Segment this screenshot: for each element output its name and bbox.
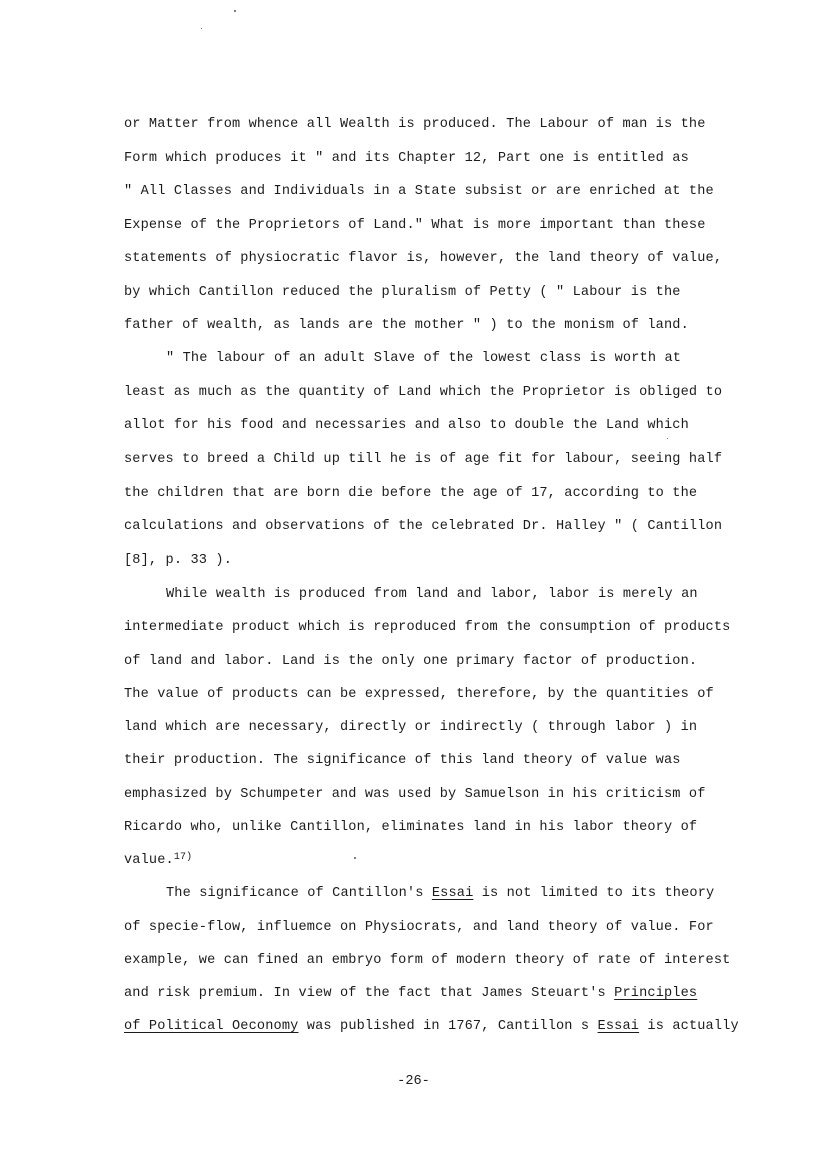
paragraph-first-line	[166, 886, 714, 902]
text-line: allot for his food and necessaries and also to double the Land which	[124, 418, 689, 433]
text-line: example, we can fined an embryo form of modern theory of rate of interest	[124, 953, 731, 968]
text-line: by which Cantillon reduced the pluralism of Petty ( " Labour is the	[124, 285, 681, 300]
quote-first-line: " The labour of an adult Slave of the lowest class is worth at	[166, 351, 682, 366]
text-line: of land and labor. Land is the only one primary factor of production.	[124, 654, 698, 669]
citation-line: [8], p. 33 ).	[124, 553, 232, 568]
scan-speck	[234, 10, 236, 12]
text-line: intermediate product which is reproduced from the consumption of products	[124, 620, 731, 635]
text-line	[124, 986, 697, 1002]
text-line: serves to breed a Child up till he is of age fit for labour, seeing half	[124, 452, 723, 467]
text-line: least as much as the quantity of Land which the Proprietor is obliged to	[124, 385, 723, 400]
text-line	[124, 853, 192, 870]
line-text: is actually	[639, 1019, 739, 1034]
line-text: value.	[124, 853, 174, 868]
text-line: or Matter from whence all Wealth is produced. The Labour of man is the	[124, 117, 706, 132]
text-line: the children that are born die before the age of 17, according to the	[124, 486, 698, 501]
essai-title: Essai	[597, 1019, 640, 1034]
text-line: their production. The significance of this land theory of value was	[124, 753, 681, 768]
text-line: land which are necessary, directly or indirectly ( through labor ) in	[124, 720, 698, 735]
text-line: emphasized by Schumpeter and was used by Samuelson in his criticism of	[124, 787, 706, 802]
scan-speck	[354, 857, 356, 859]
line-text: and risk premium. In view of the fact that James Steuart's	[124, 986, 615, 1001]
paragraph-first-line: While wealth is produced from land and labor, labor is merely an	[166, 587, 698, 602]
scan-speck	[201, 28, 202, 29]
text-line: of specie-flow, influemce on Physiocrats, and land theory of value. For	[124, 920, 714, 935]
text-line	[124, 1019, 739, 1035]
text-line: father of wealth, as lands are the mother " ) to the monism of land.	[124, 318, 689, 333]
political-oeconomy-title: of Political Oeconomy	[124, 1019, 299, 1034]
essai-title: Essai	[431, 886, 474, 901]
text-line: calculations and observations of the celebrated Dr. Halley " ( Cantillon	[124, 519, 723, 534]
principles-title: Principles	[614, 986, 698, 1001]
text-line: " All Classes and Individuals in a State subsist or are enriched at the	[124, 184, 714, 199]
text-line: Expense of the Proprietors of Land." What is more important than these	[124, 218, 706, 233]
line-text: The significance of Cantillon's	[166, 886, 432, 901]
text-line: The value of products can be expressed, therefore, by the quantities of	[124, 687, 714, 702]
text-line: Form which produces it " and its Chapter 12, Part one is entitled as	[124, 151, 689, 166]
text-line: Ricardo who, unlike Cantillon, eliminates land in his labor theory of	[124, 820, 698, 835]
line-text: was published in 1767, Cantillon s	[298, 1019, 598, 1034]
page-number: -26-	[397, 1074, 430, 1089]
scan-speck	[667, 438, 668, 439]
line-text: is not limited to its theory	[473, 886, 715, 901]
text-line: statements of physiocratic flavor is, however, the land theory of value,	[124, 251, 723, 266]
footnote-marker: 17)	[173, 852, 193, 863]
